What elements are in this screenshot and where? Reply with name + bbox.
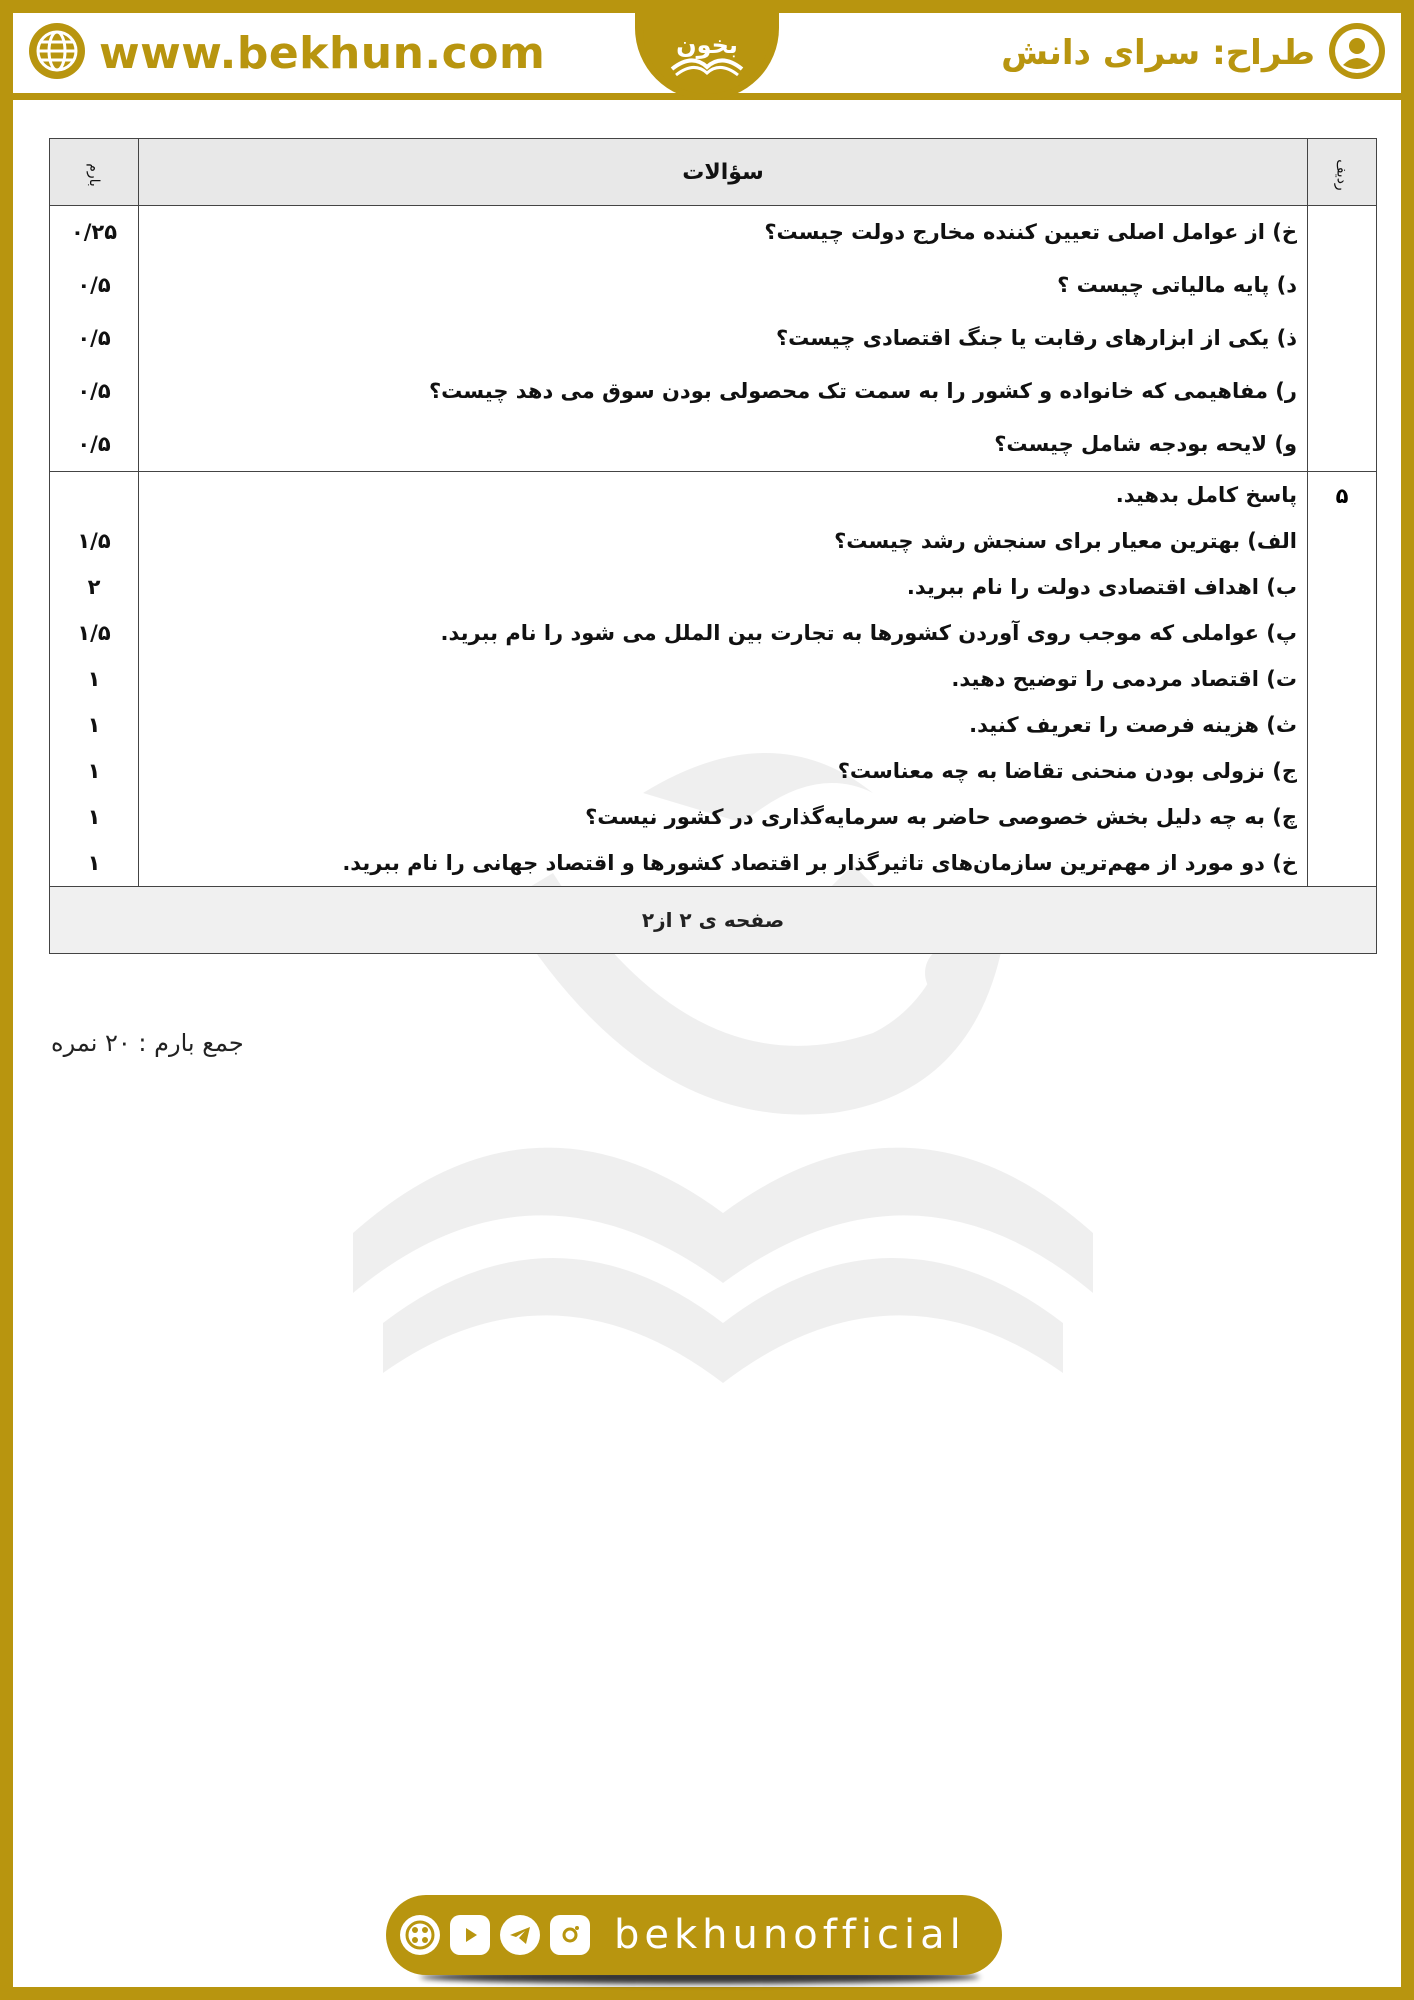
site-url[interactable]: www.bekhun.com: [99, 27, 546, 79]
logo-text: بخون: [676, 31, 738, 59]
social-handle[interactable]: bekhunofficial: [614, 1912, 966, 1958]
question-item: پ) عواملی که موجب روی آوردن کشورها به تجارت بین الملل می شود را نام ببرید.: [440, 621, 1297, 645]
user-icon: [1327, 21, 1387, 85]
designer-credit: [1001, 21, 1387, 85]
question-item: د) پایه مالیاتی چیست ؟: [1057, 273, 1297, 297]
score-value: ۱: [87, 667, 101, 691]
question-item: خ) از عوامل اصلی تعیین کننده مخارج دولت چیست؟: [764, 220, 1297, 244]
score-value: ۰/۵: [77, 379, 111, 403]
table-header-row: [50, 139, 1377, 206]
globe-icon: [27, 21, 87, 85]
question-item: و) لایحه بودجه شامل چیست؟: [994, 432, 1297, 456]
youtube-icon[interactable]: [450, 1915, 490, 1955]
group-row-number: ۵: [1308, 472, 1377, 887]
score-list: [50, 472, 139, 887]
question-item: چ) به چه دلیل بخش خصوصی حاضر به سرمایه‌گذاری در کشور نیست؟: [585, 805, 1297, 829]
site-link[interactable]: [27, 21, 545, 85]
designer-text: طراح: سرای دانش: [1001, 33, 1315, 73]
instagram-icon[interactable]: [550, 1915, 590, 1955]
page: [13, 13, 1401, 1987]
header-questions: سؤالات: [139, 139, 1308, 206]
score-value: ۰/۵: [77, 432, 111, 456]
question-item: الف) بهترین معیار برای سنجش رشد چیست؟: [834, 529, 1297, 553]
score-value: ۰/۵: [77, 273, 111, 297]
question-item: ج) نزولی بودن منحنی تقاضا به چه معناست؟: [837, 759, 1297, 783]
question-item: ذ) یکی از ابزارهای رقابت یا جنگ اقتصادی چیست؟: [775, 326, 1297, 350]
question-list: [139, 472, 1308, 887]
group-row-number: [1308, 206, 1377, 472]
brand-logo: [643, 8, 771, 94]
score-value: ۰/۲۵: [70, 220, 118, 244]
header-score: بارم: [50, 139, 139, 206]
score-value: ۱: [87, 851, 101, 875]
aparat-icon[interactable]: [400, 1915, 440, 1955]
score-value: ۰/۵: [77, 326, 111, 350]
question-item: ب) اهداف اقتصادی دولت را نام ببرید.: [906, 575, 1297, 599]
question-item: ر) مفاهیمی که خانواده و کشور را به سمت تک محصولی بودن سوق می دهد چیست؟: [428, 379, 1297, 403]
score-value: ۱: [87, 759, 101, 783]
question-group-5: [50, 472, 1377, 887]
social-bar: [386, 1895, 1002, 1975]
question-item: ث) هزینه فرصت را تعریف کنید.: [969, 713, 1297, 737]
question-item: خ) دو مورد از مهم‌ترین سازمان‌های تاثیرگذار بر اقتصاد کشورها و اقتصاد جهانی را نام ببرید.: [342, 851, 1297, 875]
score-value: ۱: [87, 713, 101, 737]
score-list: [50, 206, 139, 472]
score-value: ۱/۵: [77, 621, 111, 645]
score-value: ۱: [87, 805, 101, 829]
question-list: [139, 206, 1308, 472]
questions-table: [49, 138, 1377, 954]
table-footer-row: [50, 887, 1377, 954]
score-value: ۲: [87, 575, 101, 599]
page-number: صفحه ی ۲ از۲: [50, 887, 1377, 954]
score-spacer: [50, 472, 138, 518]
total-score: جمع بارم : ۲۰ نمره: [51, 1029, 244, 1057]
score-value: ۱/۵: [77, 529, 111, 553]
header-row-number: ردیف: [1308, 139, 1377, 206]
telegram-icon[interactable]: [500, 1915, 540, 1955]
question-item: ت) اقتصاد مردمی را توضیح دهید.: [951, 667, 1297, 691]
group-title: پاسخ کامل بدهید.: [1115, 483, 1297, 507]
question-group-previous: [50, 206, 1377, 472]
